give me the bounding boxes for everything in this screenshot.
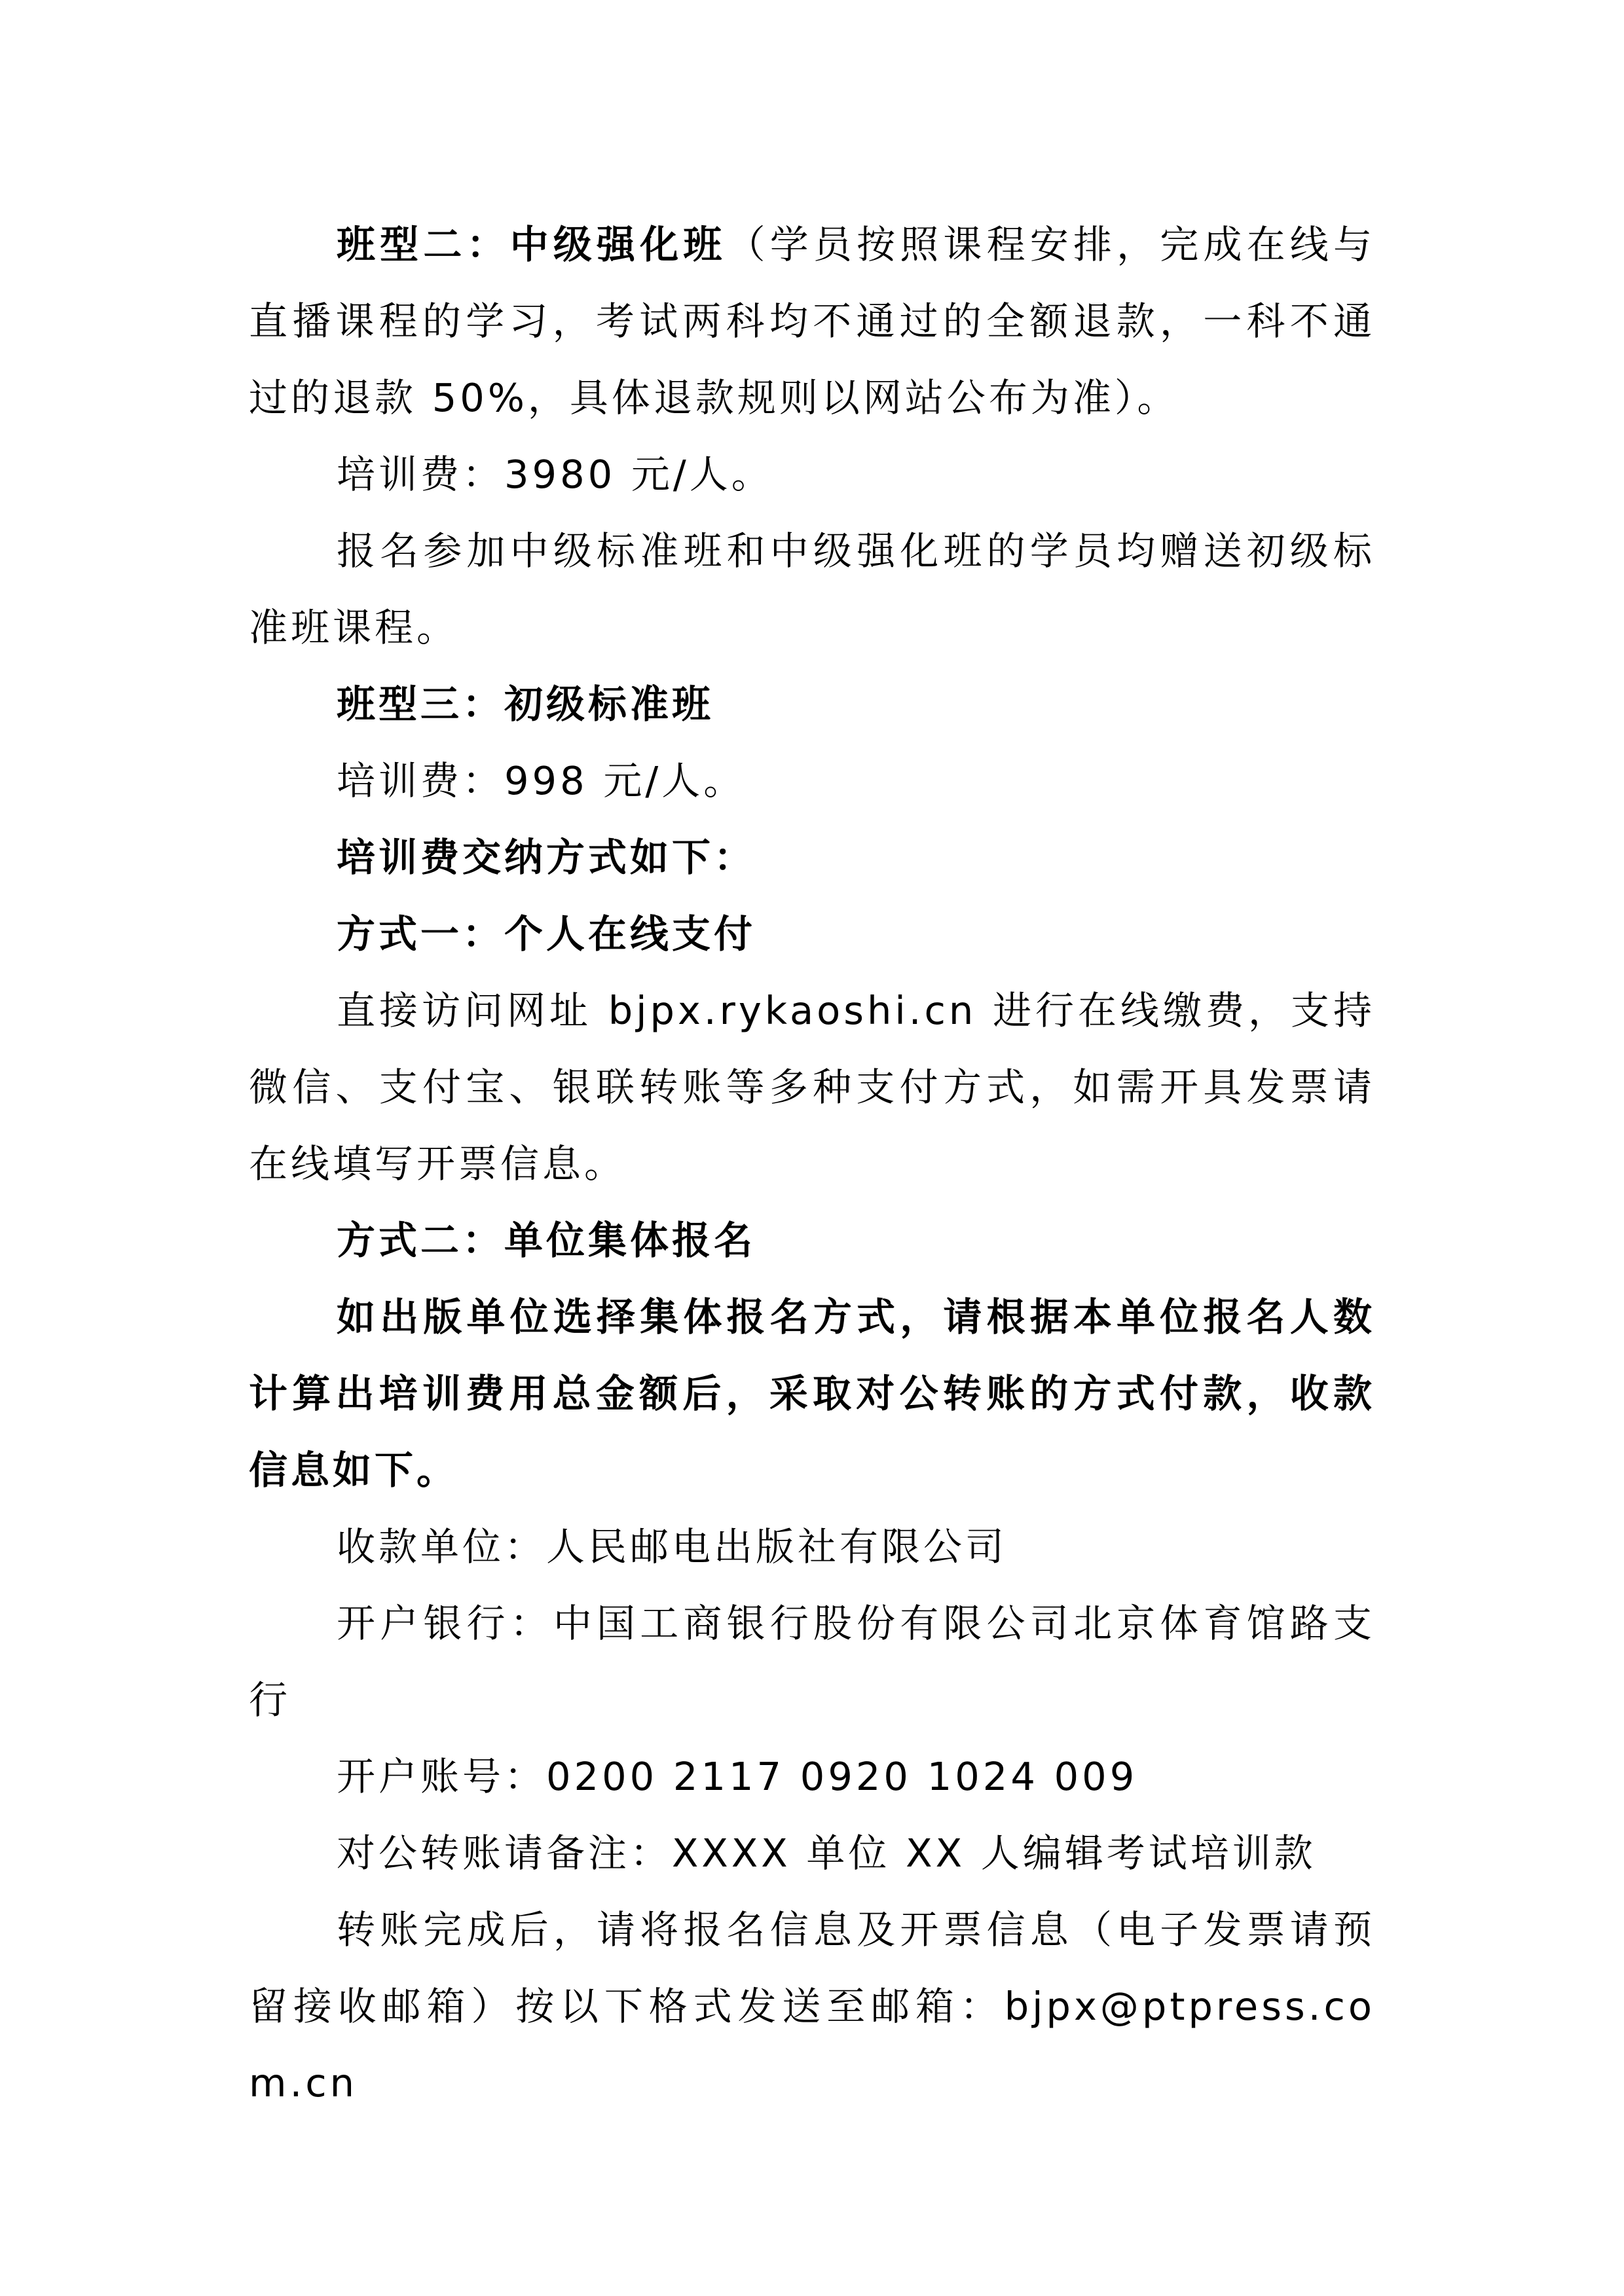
class3-heading: 班型三：初级标准班 <box>337 682 714 727</box>
account-line: 开户账号：0200 2117 0920 1024 009 <box>337 1754 1138 1799</box>
remark-line: 对公转账请备注：XXXX 单位 XX 人编辑考试培训款 <box>337 1831 1316 1876</box>
payee-line: 收款单位：人民邮电出版社有限公司 <box>337 1524 1008 1569</box>
class2-description: （学员按照课程安排，完成在线与直播课程的学习，考试两科均不通过的全额退款，一科不通过的退款 50%，具体退款规则以网站公布为准）。 <box>249 222 1375 420</box>
method2-bold-note: 如出版单位选择集体报名方式，请根据本单位报名人数计算出培训费用总金额后，采取对公转账的方式付款，收款信息如下。 <box>249 1294 1375 1493</box>
method1-body: 直接访问网址 bjpx.rykaoshi.cn 进行在线缴费，支持微信、支付宝、银联转账等多种支付方式，如需开具发票请在线填写开票信息。 <box>249 988 1375 1186</box>
method2-heading: 方式二：单位集体报名 <box>337 1218 756 1263</box>
class2-paragraph <box>249 206 1375 436</box>
payment-heading: 培训费交纳方式如下： <box>337 835 756 880</box>
bank-line: 开户银行：中国工商银行股份有限公司北京体育馆路支行 <box>249 1601 1375 1722</box>
document-body <box>249 206 1375 2121</box>
class3-fee: 培训费：998 元/人。 <box>337 758 746 803</box>
class2-fee: 培训费：3980 元/人。 <box>337 452 773 497</box>
method1-heading: 方式一：个人在线支付 <box>337 911 756 957</box>
class2-gift-note: 报名参加中级标准班和中级强化班的学员均赠送初级标准班课程。 <box>249 528 1375 650</box>
after-transfer-line: 转账完成后，请将报名信息及开票信息（电子发票请预留接收邮箱）按以下格式发送至邮箱：bjpx@ptpress.com.cn <box>249 1907 1375 2105</box>
class2-heading: 班型二：中级强化班 <box>337 222 727 267</box>
